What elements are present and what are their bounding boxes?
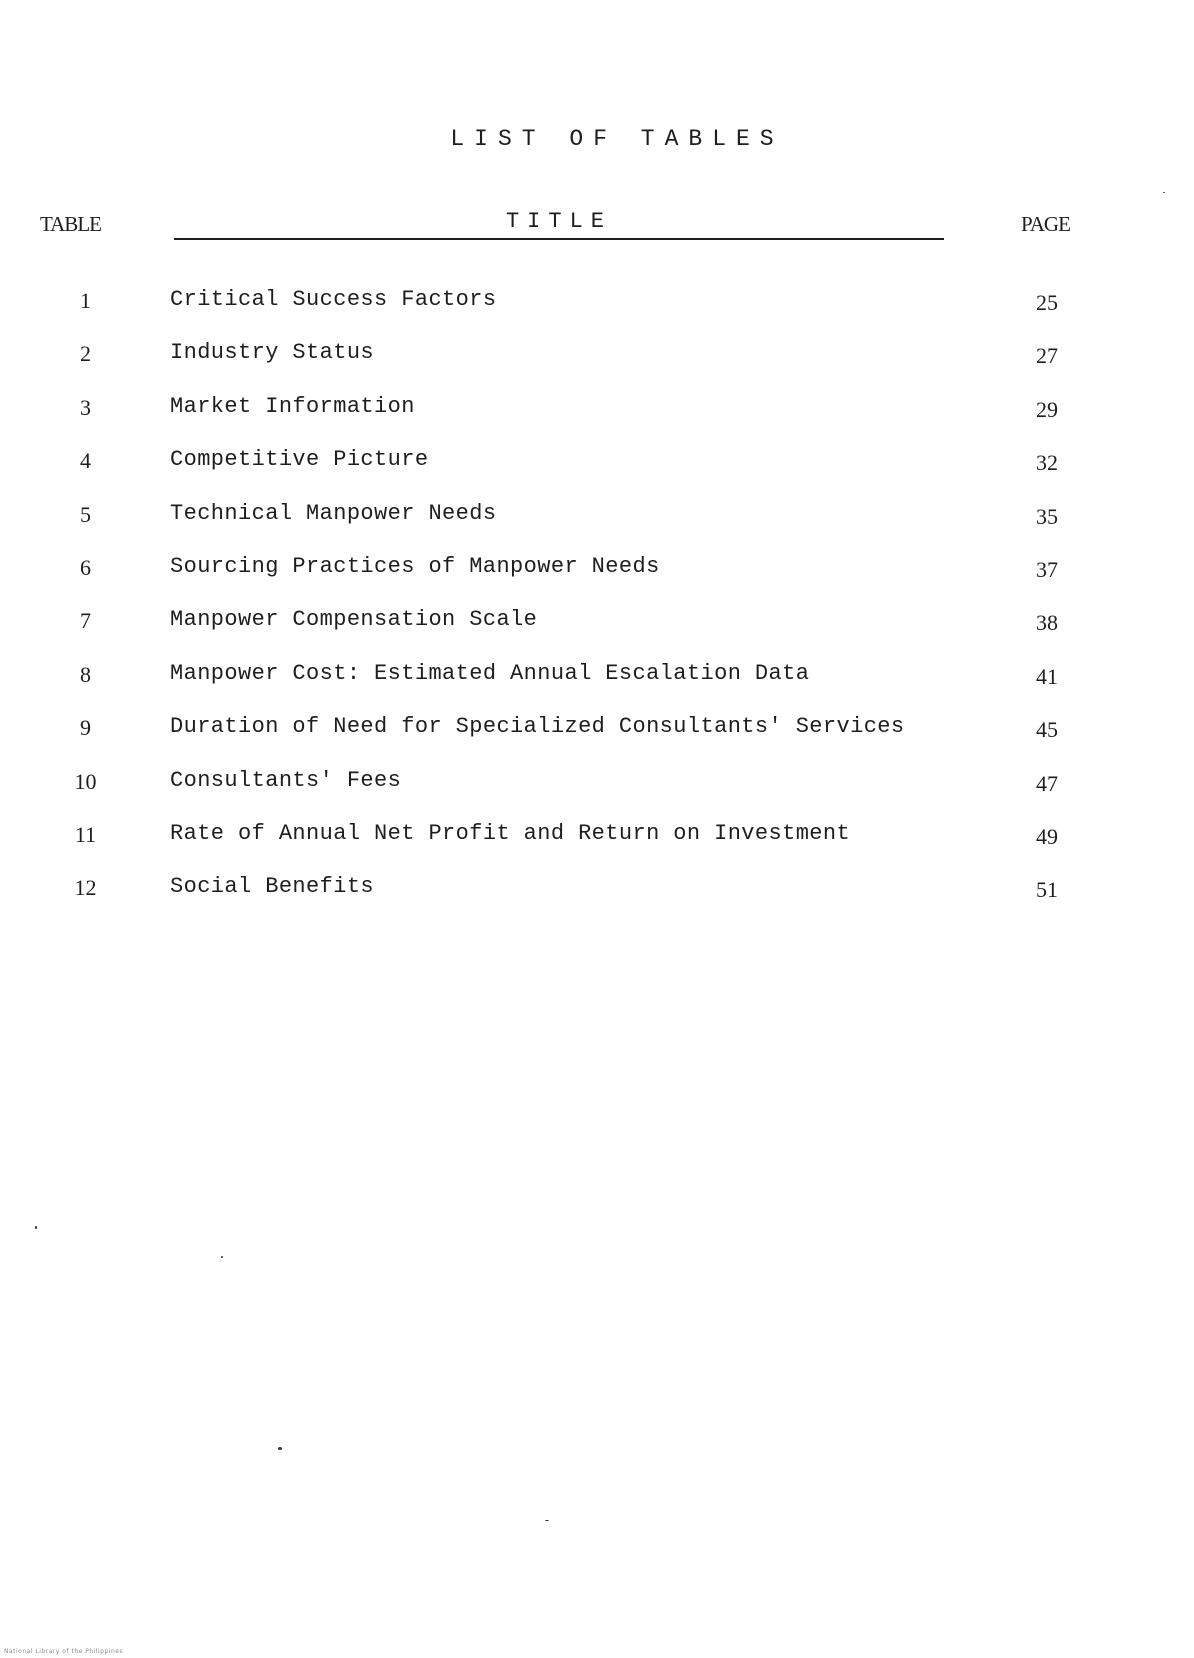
page-title: LIST OF TABLES bbox=[450, 126, 784, 152]
page-column-header: PAGE bbox=[1021, 212, 1070, 236]
list-item bbox=[0, 817, 1194, 870]
table-title: Critical Success Factors bbox=[170, 287, 497, 312]
table-number: 2 bbox=[80, 341, 91, 367]
table-title: Consultants' Fees bbox=[170, 767, 402, 793]
list-item bbox=[0, 390, 1194, 443]
page-number: 47 bbox=[1036, 770, 1058, 796]
page-number: 29 bbox=[1036, 396, 1058, 422]
table-number: 1 bbox=[80, 288, 91, 313]
table-number: 3 bbox=[80, 394, 91, 420]
table-title: Manpower Cost: Estimated Annual Escalation Data bbox=[170, 660, 810, 686]
table-number: 8 bbox=[80, 661, 91, 687]
page-number: 49 bbox=[1036, 823, 1058, 849]
page-number: 35 bbox=[1036, 503, 1058, 529]
table-number: 11 bbox=[74, 821, 97, 847]
list-item bbox=[0, 764, 1194, 817]
table-number: 7 bbox=[80, 608, 91, 634]
list-item bbox=[0, 283, 1194, 336]
list-item bbox=[0, 603, 1194, 656]
scan-footer: National Library of the Philippines bbox=[4, 1648, 124, 1655]
table-title: Manpower Compensation Scale bbox=[170, 607, 538, 633]
table-title: Rate of Annual Net Profit and Return on Investment bbox=[170, 820, 851, 846]
title-column-header: TITLE bbox=[174, 209, 944, 240]
list-item bbox=[0, 443, 1194, 496]
scan-speck bbox=[278, 1447, 282, 1450]
list-item bbox=[0, 710, 1194, 763]
table-number: 10 bbox=[74, 768, 97, 794]
page-number: 45 bbox=[1036, 717, 1058, 743]
list-item bbox=[0, 657, 1194, 710]
page-number: 51 bbox=[1036, 877, 1058, 903]
table-title: Duration of Need for Specialized Consultants' Services bbox=[170, 714, 905, 740]
list-item bbox=[0, 870, 1194, 923]
table-title: Market Information bbox=[170, 393, 415, 419]
table-column-header: TABLE bbox=[40, 212, 101, 236]
table-title: Social Benefits bbox=[170, 874, 375, 900]
page-number: 37 bbox=[1036, 556, 1058, 582]
table-title: Industry Status bbox=[170, 340, 375, 366]
table-title: Competitive Picture bbox=[170, 447, 429, 473]
scan-speck bbox=[1163, 192, 1165, 193]
table-title: Technical Manpower Needs bbox=[170, 500, 497, 526]
list-item bbox=[0, 497, 1194, 550]
table-title: Sourcing Practices of Manpower Needs bbox=[170, 553, 660, 579]
page-number: 32 bbox=[1036, 450, 1058, 476]
page-number: 38 bbox=[1036, 610, 1058, 636]
table-number: 12 bbox=[74, 875, 97, 901]
scan-speck bbox=[221, 1256, 223, 1258]
page-number: 25 bbox=[1036, 290, 1058, 315]
table-number: 9 bbox=[80, 715, 91, 741]
page-number: 27 bbox=[1036, 343, 1058, 369]
table-list bbox=[0, 283, 1194, 924]
table-number: 4 bbox=[80, 448, 91, 474]
table-number: 6 bbox=[80, 554, 91, 580]
list-item bbox=[0, 336, 1194, 389]
list-item bbox=[0, 550, 1194, 603]
page-number: 41 bbox=[1036, 663, 1058, 689]
table-number: 5 bbox=[80, 501, 91, 527]
scan-speck bbox=[545, 1520, 549, 1521]
scan-speck bbox=[35, 1226, 37, 1229]
